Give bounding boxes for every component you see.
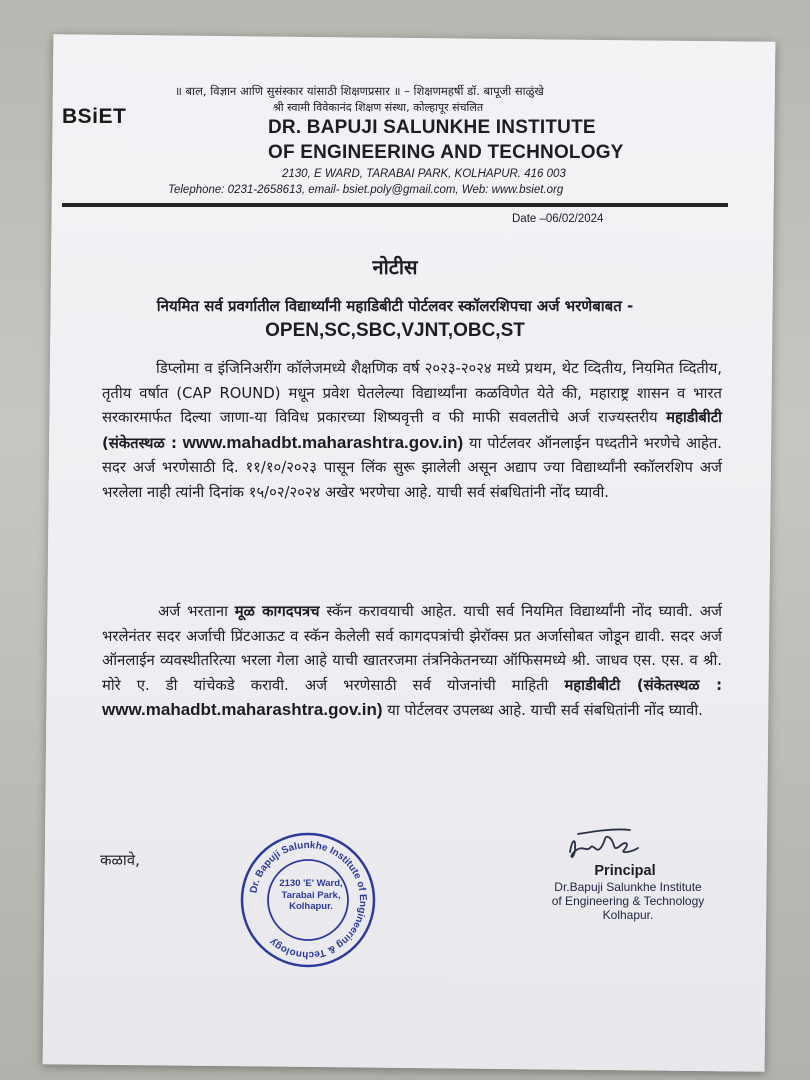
institute-name-line2: OF ENGINEERING AND TECHNOLOGY	[268, 142, 624, 163]
notice-date: Date –06/02/2024	[512, 213, 604, 225]
paragraph-2-portal-link[interactable]: www.mahadbt.maharashtra.gov.in)	[102, 700, 383, 719]
paragraph-1-text-a: डिप्लोमा व इंजिनिअरींग कॉलेजमध्ये शैक्षणिक वर्ष २०२३-२०२४ मध्ये प्रथम, थेट व्दितीय, नियमित व्दितीय, तृतीय वर्षात (CAP ROUND) मधून प्रवेश घेतलेल्या विद्यार्थ्यांना कळविणेत येते की, महाराष्ट्र शासन व भारत सरकारमार्फत दिल्या जाणा-या विविध प्रकारच्या शिष्यवृत्ती व फी माफी सवलतीचे अर्ज राज्यस्तरीय	[102, 360, 722, 426]
stamp-line-3: Kolhapur.	[289, 901, 333, 912]
paragraph-1-portal-name: महाडीबीटी (संकेतस्थळ :	[102, 409, 722, 452]
header-trust-line: श्री स्वामी विवेकानंद शिक्षण संस्था, कोल्हापूर संचलित	[273, 101, 484, 114]
notice-subject: नियमित सर्व प्रवर्गातील विद्यार्थ्यांनी महाडिबीटी पोर्टलवर स्कॉलरशिपचा अर्ज भरणेबाबत -	[156, 297, 634, 315]
institute-name-line1: DR. BAPUJI SALUNKHE INSTITUTE	[268, 117, 596, 138]
paragraph-2-text-a: अर्ज भरताना	[158, 603, 235, 620]
notice-paragraph-1	[102, 357, 722, 505]
stamp-address	[276, 878, 346, 913]
stamp-ring-text: Dr. Bapuji Salunkhe Institute of Engineering & Technology	[248, 839, 369, 961]
notice-paragraph-2	[102, 600, 722, 724]
notice-title: नोटीस	[372, 255, 418, 279]
institute-address: 2130, E WARD, TARABAI PARK, KOLHAPUR. 416 003	[282, 168, 566, 180]
paragraph-2-portal-name: महाडीबीटी (संकेतस्थळ :	[564, 676, 722, 694]
paragraph-1-text-b: या पोर्टलवर ऑनलाईन पध्दतीने भरणेचे आहेत. सदर अर्ज भरणेसाठी दि. ११/१०/२०२३ पासून लिंक सुरू झालेली असून अद्याप ज्या विद्यार्थ्यांनी स्कॉलरशिप अर्ज भरलेला नाही त्यांनी दिनांक १५/०२/२०२४ अखेर भरणेचा आहे. याची सर्व संबधितांनी नोंद घ्यावी.	[102, 434, 722, 501]
signature-line-1: Dr.Bapuji Salunkhe Institute	[554, 880, 702, 894]
institute-logo: BSiET	[62, 105, 127, 128]
notice-categories: OPEN,SC,SBC,VJNT,OBC,ST	[265, 320, 525, 341]
paragraph-2-text-b: स्कॅन करावयाची आहेत. याची सर्व नियमित विद्यार्थ्यांनी नोंद घ्यावी. अर्ज भरलेनंतर सदर अर्जाची प्रिंटआऊट व स्कॅन केलेली सर्व कागदपत्रांची झेरॉक्स प्रत अर्जासोबत जोडून द्यावी. सदर अर्ज ऑनलाईन व्यवस्थीतरित्या भरला गेला आहे याची खातरजमा तंत्रनिकेतनच्या ऑफिसमध्ये श्री. जाधव एस. एस. व श्री. मोरे ए. डी यांचेकडे करावी. अर्ज भरणेसाठी सर्व योजनांची माहिती	[102, 603, 722, 694]
stamp-line-1: 2130 'E' Ward,	[279, 878, 343, 889]
signature-institute	[528, 880, 728, 922]
paragraph-2-text-c: या पोर्टलवर उपलब्ध आहे. याची सर्व संबधितांनी नोंद घ्यावी.	[382, 702, 703, 719]
institute-contact: Telephone: 0231-2658613, email- bsiet.poly@gmail.com, Web: www.bsiet.org	[168, 184, 564, 196]
header-divider	[62, 203, 728, 207]
signature-line-3: Kolhapur.	[602, 908, 654, 922]
institute-stamp	[238, 830, 378, 970]
signature-line-2: of Engineering & Technology	[551, 894, 705, 908]
paragraph-1-portal-link[interactable]: www.mahadbt.maharashtra.gov.in)	[182, 432, 464, 452]
header-tagline: ॥ बाल, विज्ञान आणि सुसंस्कार यांसाठी शिक्षणप्रसार ॥ – शिक्षणमहर्षी डॉ. बापूजी साळुंखे	[175, 84, 544, 98]
stamp-line-2: Tarabai Park,	[281, 889, 341, 901]
paragraph-2-original-docs: मूळ कागदपत्रच	[234, 603, 320, 620]
signature-title: Principal	[594, 863, 656, 879]
closing-text: कळावे,	[100, 851, 140, 869]
